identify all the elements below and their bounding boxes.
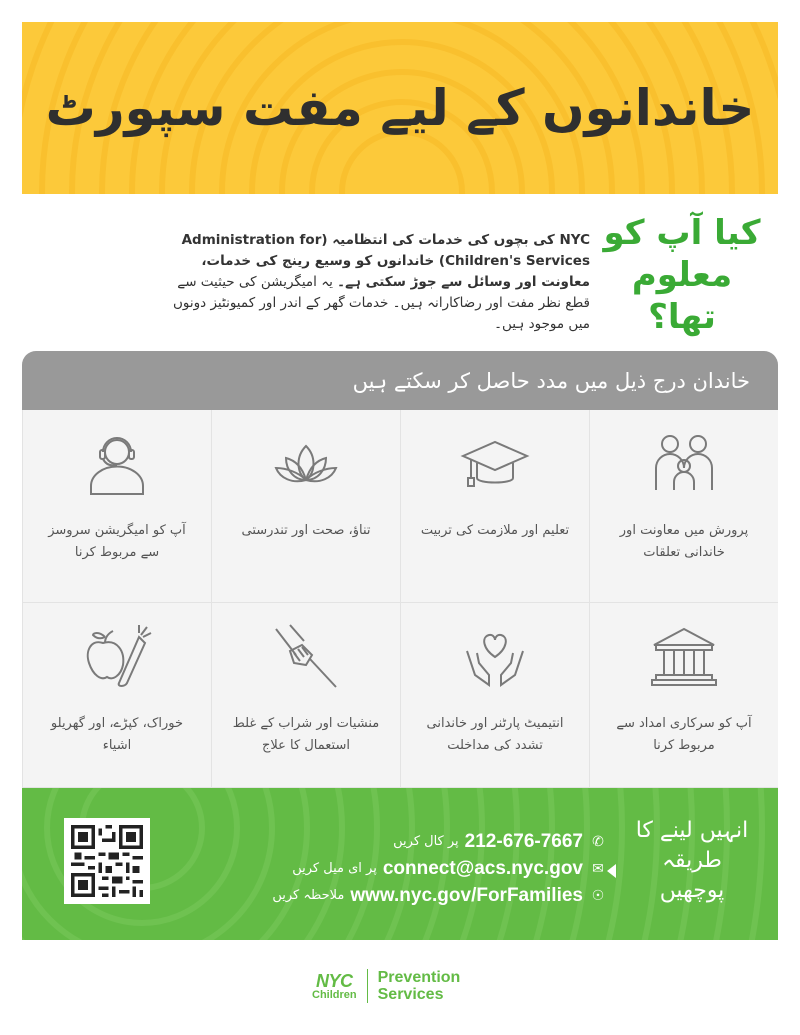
globe-icon: ☉ [591,887,605,904]
logo-line-1: Prevention [377,969,461,986]
service-label: پرورش میں معاونت اور خاندانی تعلقات [619,523,749,560]
mail-icon: ✉ [592,860,604,877]
service-label: تعلیم اور ملازمت کی تربیت [420,523,570,538]
services-panel [22,351,778,788]
acs-logo [312,966,460,1006]
service-card-parenting [589,410,778,603]
service-card-education [400,410,589,603]
contact-band [22,788,778,940]
title-banner [22,22,778,194]
website-url[interactable]: www.nyc.gov/ForFamilies [350,884,583,906]
phone-icon: ✆ [592,833,604,850]
government-building-icon [648,621,720,693]
phone-suffix: پر کال کریں [393,834,459,849]
web-line[interactable] [222,882,607,909]
email-suffix: پر ای میل کریں [292,861,377,876]
contact-lines [222,828,607,909]
qr-code-image [71,825,143,897]
web-suffix: ملاحظہ کریں [272,888,345,903]
apple-carrot-icon [81,621,153,693]
email-address[interactable]: connect@acs.nyc.gov [382,857,583,879]
service-card-public-assistance [589,603,778,788]
headset-person-icon [81,428,153,500]
services-grid [22,410,778,788]
helping-hands-icon [270,621,342,693]
logo-line-2: Services [377,986,444,1003]
service-label: خوراک، کپڑے، اور گھریلو اشیاء [50,716,184,753]
qr-code[interactable] [64,818,150,904]
service-label: تناؤ، صحت اور تندرستی [241,523,371,538]
phone-line[interactable] [222,828,607,855]
hands-heart-icon [459,621,531,693]
nyc-children-logo [312,972,357,1001]
intro-section [22,200,778,345]
services-heading-bar [22,351,778,410]
intro-regular-text: یہ امیگریشن کی حیثیت سے قطع نظر مفت اور رضاکارانہ ہیں۔ خدمات گھر کے اندر اور کمیونٹیز دونوں میں موجود ہیں۔ [173,274,590,332]
logo-children-text: Children [312,988,357,1001]
pointer-arrow-icon [607,864,616,878]
did-you-know-callout: کیا آپ کو معلوم تھا؟ [603,213,761,337]
email-line[interactable] [222,855,607,882]
service-card-immigration [22,410,211,603]
logo-nyc-text: NYC [316,970,353,991]
lotus-icon [270,428,342,500]
service-card-food-clothing [22,603,211,788]
phone-number[interactable]: 212-676-7667 [464,830,583,852]
intro-paragraph [160,230,590,335]
logo-divider [367,969,368,1003]
services-heading: خاندان درج ذیل میں مدد حاصل کر سکتے ہیں [352,368,750,393]
service-label: انتیمیٹ پارٹنر اور خاندانی تشدد کی مداخلت [426,716,564,753]
service-card-substance-treatment [211,603,400,788]
service-card-violence-intervention [400,603,589,788]
prevention-services-logo [378,969,461,1003]
family-icon [648,428,720,500]
intro-bold-text: NYC کی بچوں کی خدمات کی انتظامیہ (Administration for Children's Services) خاندانوں کو وسیع رینج کی خدمات، معاونت اور وسائل سے جوڑ سکتی ہے۔ [181,232,590,290]
service-card-wellness [211,410,400,603]
service-label: منشیات اور شراب کے غلط استعمال کا علاج [232,716,380,753]
service-label: آپ کو امیگریشن سروسز سے مربوط کرنا [48,523,186,560]
graduation-cap-icon [459,428,531,500]
service-label: آپ کو سرکاری امداد سے مربوط کرنا [616,716,752,753]
page-title: خاندانوں کے لیے مفت سپورٹ [45,79,755,137]
ask-how-callout: انہیں لینے کا طریقہ پوچھیں [635,818,749,903]
